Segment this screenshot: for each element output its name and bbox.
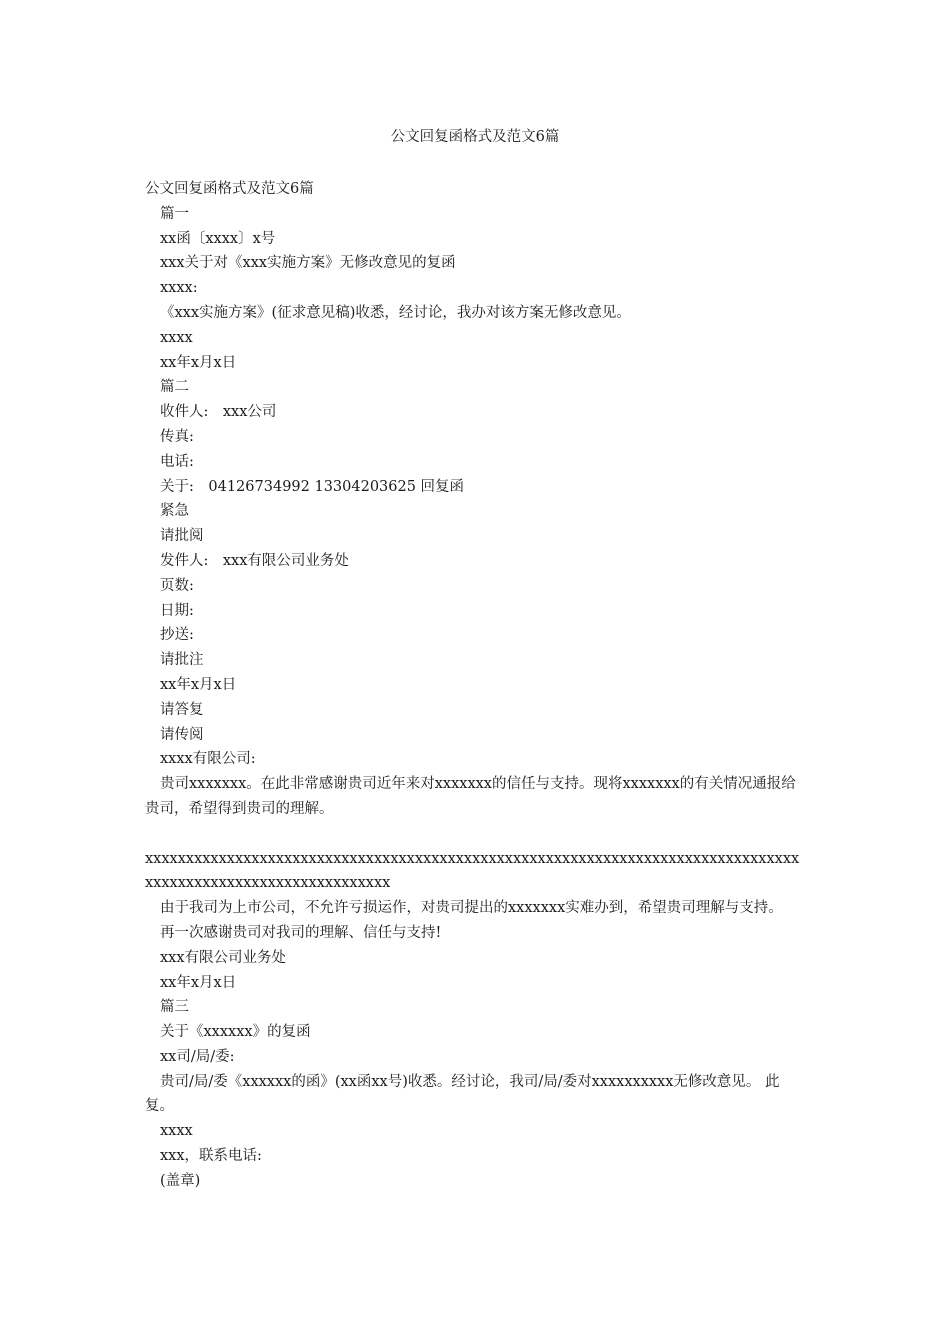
section-2-please-reply: 请答复	[160, 701, 204, 718]
section-2-sign-date: xx年x月x日	[160, 974, 237, 991]
section-2-signature: xxx有限公司业务处	[160, 949, 287, 966]
section-1-recipient: xxxx:	[160, 280, 198, 297]
section-2-please-circulate: 请传阅	[160, 726, 204, 743]
section-2-body-3: 再一次感谢贵司对我司的理解、信任与支持!	[160, 924, 442, 941]
section-2-please-review: 请批阅	[160, 528, 204, 545]
section-2-urgent: 紧急	[160, 503, 189, 520]
section-1-doc-number: xx函〔xxxx〕x号	[160, 230, 276, 247]
section-2-placeholder-block: xxxxxxxxxxxxxxxxxxxxxxxxxxxxxxxxxxxxxxxxxxxxxxxxxxxxxxxxxxxxxxxxxxxxxxxxxxxxxxxxxxxxxxxxxxxxxxxxxxxxxxxxxxxxxx	[145, 850, 800, 892]
section-2-date: xx年x月x日	[160, 676, 237, 693]
page-title: 公文回复函格式及范文6篇	[390, 129, 560, 145]
document-body	[145, 177, 807, 1194]
section-1-date: xx年x月x日	[160, 354, 237, 371]
section-1-subject: xxx关于对《xxx实施方案》无修改意见的复函	[160, 255, 456, 272]
section-1-signature: xxxx	[160, 329, 193, 346]
section-3-contact: xxx，联系电话:	[160, 1148, 262, 1165]
paragraph-gap	[145, 822, 807, 847]
document-heading: 公文回复函格式及范文6篇	[145, 181, 314, 197]
section-2-fax: 传真:	[160, 428, 194, 445]
section-3-subject: 关于《xxxxxx》的复函	[160, 1024, 311, 1041]
section-1-body: 《xxx实施方案》(征求意见稿)收悉，经讨论，我办对该方案无修改意见。	[160, 304, 631, 321]
section-2-label: 篇二	[160, 379, 189, 396]
section-3-seal: (盖章)	[160, 1172, 201, 1189]
section-3-signature: xxxx	[160, 1123, 193, 1140]
section-2-phone: 电话:	[160, 453, 194, 470]
section-2-about: 关于: 04126734992 13304203625 回复函	[160, 478, 465, 495]
section-2-from: 发件人: xxx有限公司业务处	[160, 552, 349, 569]
section-2-addressee: xxxx有限公司:	[160, 751, 256, 768]
section-3-recipient: xx司/局/委:	[160, 1048, 235, 1065]
section-2-body-2: 由于我司为上市公司，不允许亏损运作，对贵司提出的xxxxxxx实难办到，希望贵司理解与支持。	[160, 900, 783, 917]
section-2-please-annotate: 请批注	[160, 652, 204, 669]
section-2-to: 收件人: xxx公司	[160, 404, 277, 421]
section-1-label: 篇一	[160, 205, 189, 222]
section-2-date-label: 日期:	[160, 602, 194, 619]
section-2-cc: 抄送:	[160, 627, 194, 644]
section-3-label: 篇三	[160, 999, 189, 1016]
section-2-body-1: 贵司xxxxxxx。在此非常感谢贵司近年来对xxxxxxx的信任与支持。现将xxxxxxx的有关情况通报给贵司，希望得到贵司的理解。	[145, 776, 796, 817]
section-3-body: 贵司/局/委《xxxxxx的函》(xx函xx号)收悉。经讨论，我司/局/委对xxxxxxxxxx无修改意见。 此复。	[145, 1073, 780, 1115]
section-2-pages: 页数:	[160, 577, 194, 594]
